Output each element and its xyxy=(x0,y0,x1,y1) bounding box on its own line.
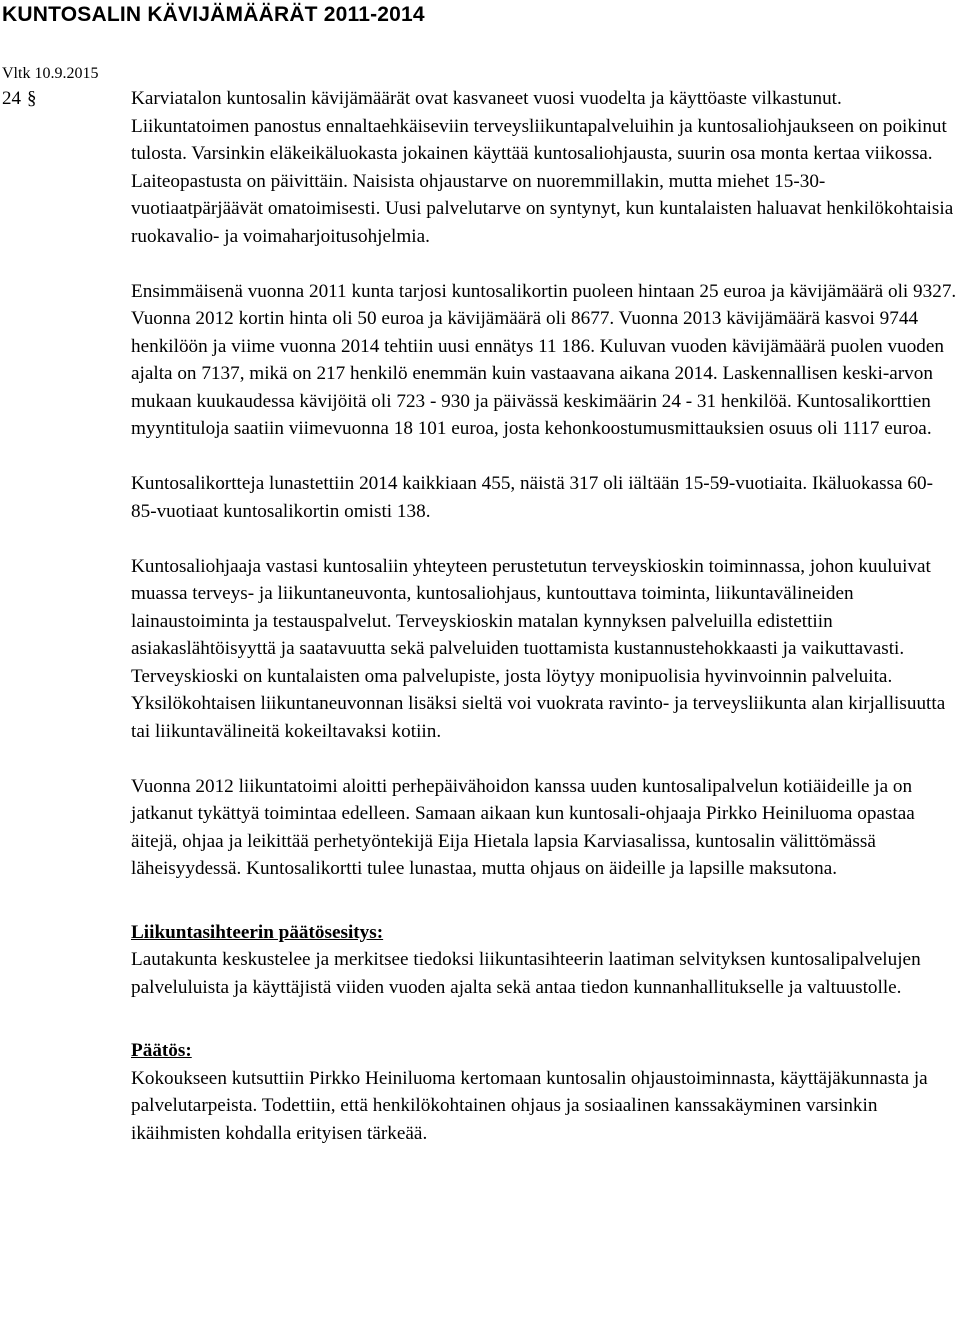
proposal-section xyxy=(131,919,957,1002)
decision-section xyxy=(131,1037,957,1147)
proposal-text: Lautakunta keskustelee ja merkitsee tiedoksi liikuntasihteerin laatiman selvityksen kuntosalipalvelujen palveluluista ja käyttäjistä viiden vuoden ajalta sekä antaa tiedon kunnanhallitukselle ja valtuustolle. xyxy=(131,949,921,998)
paragraph-gym-visits-growth: Karviatalon kuntosalin kävijämäärät ovat kasvaneet vuosi vuodelta ja käyttöaste vilkastunut. Liikuntatoimen panostus ennaltaehkäiseviin terveysliikuntapalveluihin ja kuntosaliohjaukseen on poikinut tulosta. Varsinkin eläkeikäluokasta jokainen käyttää kuntosaliohjausta, suurin osa monta kertaa viikossa. Laiteopastusta on päivittäin. Naisista ohjaustarve on nuoremmillakin, mutta miehet 15-30-vuotiaatpärjäävät omatoimisesti. Uusi palvelutarve on syntynyt, kun kuntalaisten haluavat henkilökohtaisia ruokavalio- ja voimaharjoitusohjelmia. xyxy=(131,88,954,247)
document-body xyxy=(131,85,957,1147)
section-number xyxy=(2,85,37,113)
section-mark: § xyxy=(27,88,37,109)
document-title: KUNTOSALIN KÄVIJÄMÄÄRÄT 2011-2014 xyxy=(2,3,425,26)
decision-text: Kokoukseen kutsuttiin Pirkko Heiniluoma kertomaan kuntosalin ohjaustoiminnasta, käyttäjäkunnasta ja palvelutarpeista. Todettiin, että henkilökohtainen ohjaus ja sosiaalinen kanssakäyminen varsinkin ikäihmisten kohdalla erityisen tärkeää. xyxy=(131,1067,928,1144)
document-date: Vltk 10.9.2015 xyxy=(2,65,99,82)
proposal-heading: Liikuntasihteerin päätösesitys: xyxy=(131,921,384,943)
paragraph-family-service: Vuonna 2012 liikuntatoimi aloitti perhepäivähoidon kanssa uuden kuntosalipalvelun kotiäideille ja on jatkanut tykättyä toimintaa edelleen. Samaan aikaan kun kuntosali-ohjaaja Pirkko Heiniluoma opastaa äitejä, ohjaa ja leikittää perhetyöntekijä Eija Hietala lapsia Karviasalissa, kuntosalin välittömässä läheisyydessä. Kuntosalikortti tulee lunastaa, mutta ohjaus on äideille ja lapsille maksutona. xyxy=(131,775,915,879)
decision-heading: Päätös: xyxy=(131,1040,192,1061)
paragraph-gym-cards: Kuntosalikortteja lunastettiin 2014 kaikkiaan 455, näistä 317 oli iältään 15-59-vuotiaita. Ikäluokassa 60-85-vuotiaat kuntosalikortin omisti 138. xyxy=(131,473,933,522)
section-number-value: 24 xyxy=(2,88,21,109)
paragraph-health-kiosk: Kuntosaliohjaaja vastasi kuntosaliin yhteyteen perustetutun terveyskioskin toiminnassa, johon kuuluivat muassa terveys- ja liikuntaneuvonta, kuntosaliohjaus, kuntouttava toiminta, liikuntavälineiden lainaustoiminta ja testauspalvelut. Terveyskioskin matalan kynnyksen palveluilla edistettiin asiakaslähtöisyyttä ja saatavuutta sekä palveluiden tuottamista kustannustehokkaasti ja vaikuttavasti. Terveyskioski on kuntalaisten oma palvelupiste, josta löytyy monipuolisia hyvinvoinnin palveluita. Yksilökohtaisen liikuntaneuvonnan lisäksi sieltä voi vuokrata ravinto- ja terveysliikunta alan kirjallisuutta tai liikuntavälineitä kokeiltavaksi kotiin. xyxy=(131,555,946,742)
paragraph-visitor-statistics: Ensimmäisenä vuonna 2011 kunta tarjosi kuntosalikortin puoleen hintaan 25 euroa ja kävijämäärä oli 9327. Vuonna 2012 kortin hinta oli 50 euroa ja kävijämäärä oli 8677. Vuonna 2013 kävijämäärä kasvoi 9744 henkilöön ja viime vuonna 2014 tehtiin uusi ennätys 11 186. Kuluvan vuoden kävijämäärä puolen vuoden ajalta on 7137, mikä on 217 henkilö enemmän kuin vastaavana aikana 2014. Laskennallisen keski-arvon mukaan kuukaudessa kävijöitä oli 723 - 930 ja päivässä keskimäärin 24 - 31 henkilöä. Kuntosalikorttien myyntituloja saatiin viimevuonna 18 101 euroa, josta kehonkoostumusmittauksien osuus oli 1117 euroa. xyxy=(131,280,957,439)
